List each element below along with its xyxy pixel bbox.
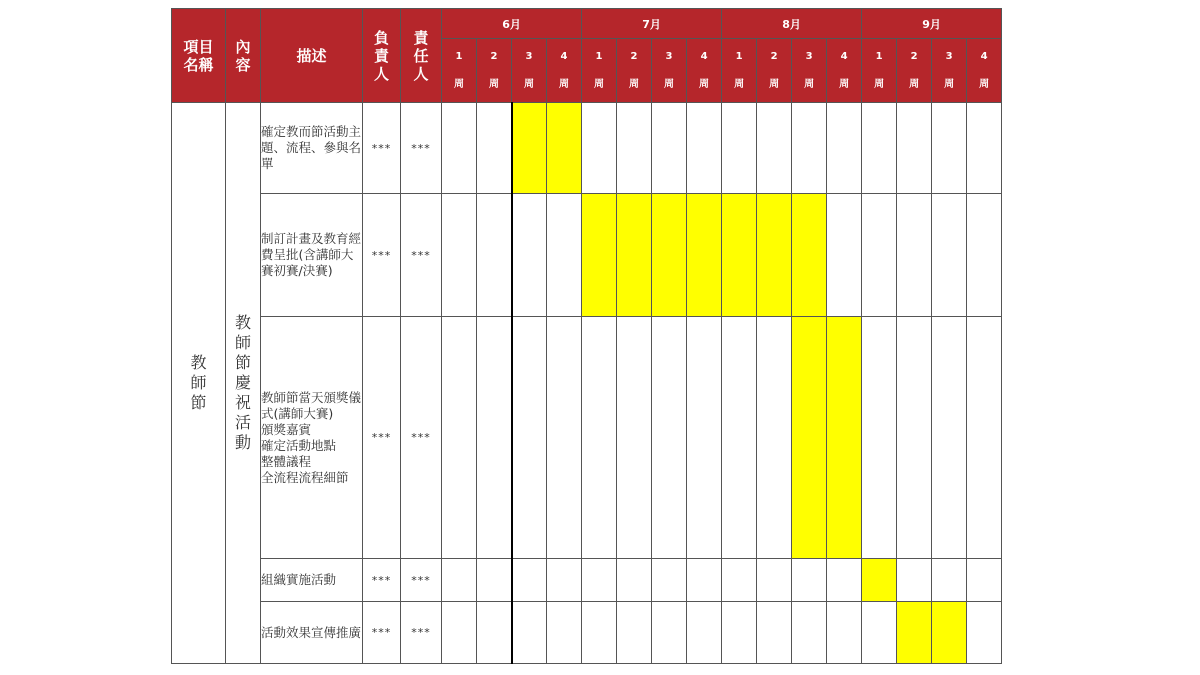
header-week — [547, 39, 582, 103]
header-week-number: 2 — [630, 50, 638, 62]
header-month: 6月 — [442, 9, 582, 39]
schedule-cell — [722, 559, 757, 602]
schedule-cell — [862, 103, 897, 194]
schedule-cell-active — [862, 559, 897, 602]
header-week-number: 1 — [455, 50, 463, 62]
schedule-cell — [827, 602, 862, 664]
schedule-cell — [967, 602, 1002, 664]
schedule-cell — [967, 559, 1002, 602]
header-week-number: 4 — [840, 50, 848, 62]
schedule-cell — [582, 559, 617, 602]
schedule-cell — [617, 317, 652, 559]
header-week — [722, 39, 757, 103]
schedule-cell — [932, 317, 967, 559]
schedule-cell-active — [617, 194, 652, 317]
header-week — [827, 39, 862, 103]
schedule-cell — [442, 559, 477, 602]
header-week-unit: 周 — [839, 78, 850, 90]
header-month: 9月 — [862, 9, 1002, 39]
schedule-cell — [967, 194, 1002, 317]
task-description-line: 制訂計畫及教育經費呈批(含講師大賽初賽/決賽) — [261, 231, 362, 278]
schedule-cell-active — [897, 602, 932, 664]
schedule-cell — [862, 194, 897, 317]
task-row — [172, 602, 1002, 664]
task-body — [172, 103, 1002, 664]
schedule-cell-active — [582, 194, 617, 317]
header-month: 7月 — [582, 9, 722, 39]
schedule-cell — [512, 317, 547, 559]
header-week — [442, 39, 477, 103]
header-week-unit: 周 — [524, 78, 534, 90]
schedule-cell — [442, 317, 477, 559]
schedule-cell — [757, 317, 792, 559]
task-row — [172, 103, 1002, 194]
schedule-cell — [722, 317, 757, 559]
task-description-line: 教師節當天頒獎儀式(講師大賽) — [261, 389, 362, 421]
header-week-number: 3 — [665, 50, 673, 62]
schedule-cell — [897, 103, 932, 194]
schedule-cell — [547, 317, 582, 559]
schedule-cell — [687, 103, 722, 194]
header-week-number: 4 — [700, 50, 708, 62]
schedule-cell — [932, 194, 967, 317]
task-row — [172, 194, 1002, 317]
schedule-cell — [512, 194, 547, 317]
schedule-cell — [652, 559, 687, 602]
task-owner-b: *** — [401, 559, 442, 602]
schedule-cell — [897, 559, 932, 602]
schedule-cell — [512, 559, 547, 602]
schedule-cell — [547, 602, 582, 664]
schedule-cell — [477, 602, 512, 664]
task-description-line: 活動效果宣傳推廣 — [261, 624, 362, 640]
task-description-line: 確定教而節活動主題、流程、參與名單 — [261, 124, 362, 171]
schedule-cell — [897, 194, 932, 317]
schedule-cell — [757, 559, 792, 602]
task-description — [261, 602, 363, 664]
header-week — [617, 39, 652, 103]
header-row-months — [172, 9, 1002, 39]
schedule-cell-active — [792, 194, 827, 317]
schedule-cell-active — [932, 602, 967, 664]
header-week — [512, 39, 547, 103]
schedule-cell — [442, 103, 477, 194]
header-week-unit: 周 — [909, 78, 920, 90]
header-week-number: 3 — [525, 50, 533, 62]
task-owner-a: *** — [363, 559, 401, 602]
header-content: 內容 — [226, 9, 261, 103]
header-week-number: 4 — [560, 50, 568, 62]
header-week-number: 1 — [875, 50, 883, 62]
task-description-line: 組織實施活動 — [261, 572, 337, 587]
schedule-cell — [827, 194, 862, 317]
schedule-cell — [687, 602, 722, 664]
header-week-unit: 周 — [489, 78, 499, 90]
schedule-cell — [582, 103, 617, 194]
task-description-line: 確定活動地點 — [261, 437, 337, 453]
task-owner-a: *** — [363, 602, 401, 664]
activity-cell — [226, 103, 261, 664]
schedule-cell — [477, 103, 512, 194]
header-week — [967, 39, 1002, 103]
schedule-cell — [512, 602, 547, 664]
schedule-cell — [442, 602, 477, 664]
schedule-cell — [932, 559, 967, 602]
header-week-unit: 周 — [559, 78, 570, 90]
schedule-cell — [547, 559, 582, 602]
task-owner-b: *** — [401, 194, 442, 317]
schedule-cell — [862, 317, 897, 559]
schedule-cell — [652, 317, 687, 559]
header-week — [897, 39, 932, 103]
task-owner-b: *** — [401, 602, 442, 664]
schedule-cell — [687, 317, 722, 559]
schedule-cell — [617, 602, 652, 664]
schedule-cell-active — [512, 103, 547, 194]
header-week-unit: 周 — [594, 78, 605, 90]
schedule-cell — [652, 602, 687, 664]
header-week-unit: 周 — [454, 78, 464, 90]
schedule-cell — [897, 317, 932, 559]
task-description-line: 全流程流程細節 — [261, 469, 349, 485]
header-week — [652, 39, 687, 103]
schedule-cell — [827, 103, 862, 194]
schedule-cell — [932, 103, 967, 194]
schedule-cell — [827, 559, 862, 602]
schedule-cell-active — [547, 103, 582, 194]
schedule-cell-active — [792, 317, 827, 559]
schedule-cell — [547, 194, 582, 317]
schedule-cell — [722, 103, 757, 194]
schedule-cell-active — [722, 194, 757, 317]
task-owner-a: *** — [363, 317, 401, 559]
header-week-number: 2 — [490, 50, 498, 62]
schedule-cell — [967, 103, 1002, 194]
header-week-unit: 周 — [804, 78, 815, 90]
schedule-cell — [757, 103, 792, 194]
header-month: 8月 — [722, 9, 862, 39]
task-description-line: 頒獎嘉賓 — [261, 421, 312, 437]
header-week-unit: 周 — [734, 78, 745, 90]
task-owner-a: *** — [363, 103, 401, 194]
task-owner-a: *** — [363, 194, 401, 317]
schedule-cell — [792, 602, 827, 664]
header-week-unit: 周 — [769, 78, 780, 90]
activity-name: 教師節慶祝活動 — [234, 313, 251, 452]
task-owner-b: *** — [401, 317, 442, 559]
task-row — [172, 559, 1002, 602]
header-week-number: 2 — [770, 50, 778, 62]
schedule-cell — [722, 602, 757, 664]
schedule-cell-active — [757, 194, 792, 317]
schedule-cell — [582, 602, 617, 664]
schedule-cell — [687, 559, 722, 602]
schedule-cell-active — [827, 317, 862, 559]
header-week-unit: 周 — [699, 78, 710, 90]
gantt-table — [171, 8, 1002, 664]
header-week-number: 4 — [980, 50, 988, 62]
schedule-cell-active — [687, 194, 722, 317]
header-week-number: 1 — [735, 50, 743, 62]
header-week-unit: 周 — [629, 78, 640, 90]
header-week — [687, 39, 722, 103]
header-week — [757, 39, 792, 103]
project-name: 教師節 — [190, 353, 207, 412]
header-week-number: 2 — [910, 50, 918, 62]
header-week-number: 1 — [595, 50, 603, 62]
schedule-cell — [477, 317, 512, 559]
schedule-cell — [477, 194, 512, 317]
task-row — [172, 317, 1002, 559]
header-week-number: 3 — [945, 50, 953, 62]
task-owner-b: *** — [401, 103, 442, 194]
header-week — [477, 39, 512, 103]
schedule-cell-active — [652, 194, 687, 317]
schedule-cell — [582, 317, 617, 559]
header-project-name: 項目名稱 — [172, 9, 226, 103]
task-description — [261, 559, 363, 602]
schedule-cell — [617, 559, 652, 602]
schedule-cell — [617, 103, 652, 194]
header-week — [862, 39, 897, 103]
header-owner-a: 負責人 — [363, 9, 401, 103]
schedule-cell — [967, 317, 1002, 559]
header-description: 描述 — [261, 9, 363, 103]
project-name-cell — [172, 103, 226, 664]
header-week-number: 3 — [805, 50, 813, 62]
header-week-unit: 周 — [944, 78, 955, 90]
schedule-cell — [792, 559, 827, 602]
header-week-unit: 周 — [874, 78, 885, 90]
schedule-cell — [757, 602, 792, 664]
task-description — [261, 103, 363, 194]
schedule-cell — [442, 194, 477, 317]
schedule-cell — [477, 559, 512, 602]
schedule-cell — [862, 602, 897, 664]
header-week-unit: 周 — [664, 78, 675, 90]
header-week — [932, 39, 967, 103]
task-description — [261, 317, 363, 559]
header-owner-b: 責任人 — [401, 9, 442, 103]
task-description — [261, 194, 363, 317]
header-week — [582, 39, 617, 103]
header-week-unit: 周 — [979, 78, 990, 90]
schedule-cell — [652, 103, 687, 194]
header-week — [792, 39, 827, 103]
schedule-cell — [792, 103, 827, 194]
task-description-line: 整體議程 — [261, 453, 312, 469]
